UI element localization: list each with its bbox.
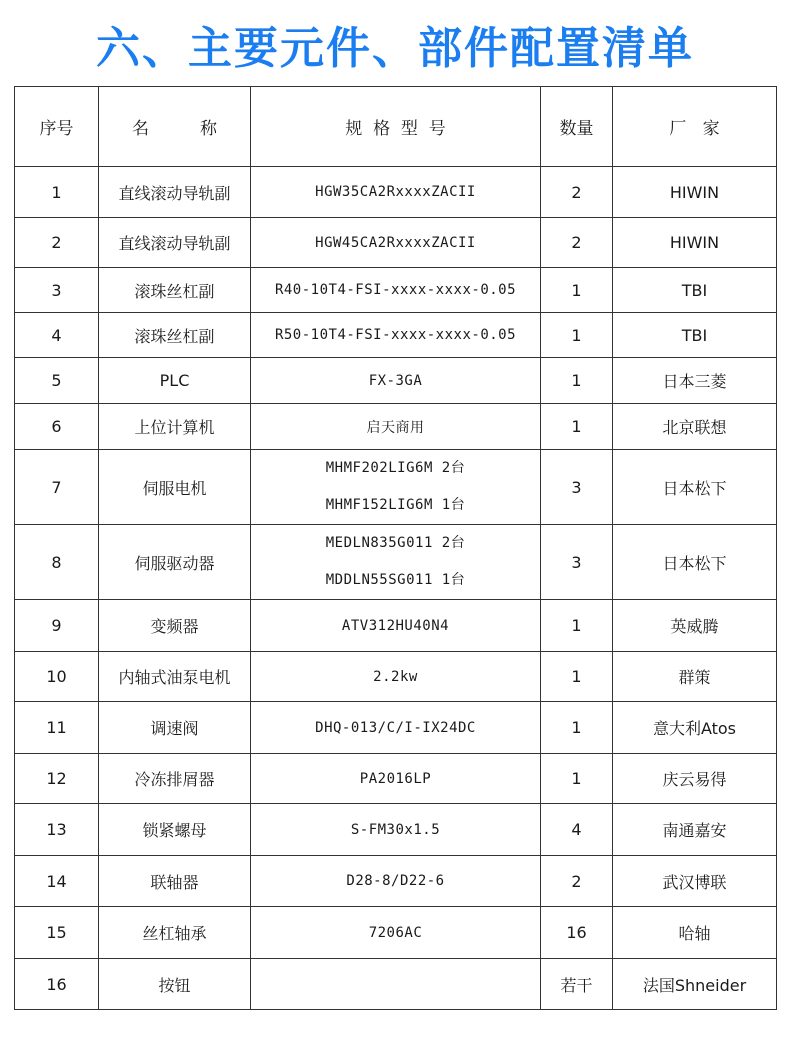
spec-line: D28-8/D22-6	[346, 873, 445, 889]
row-maker: 意大利Atos	[613, 702, 777, 754]
spec-line: MHMF202LIG6M 2台	[325, 460, 466, 476]
row-spec	[251, 804, 541, 856]
table-row	[15, 404, 777, 450]
spec-line: HGW35CA2RxxxxZACII	[315, 184, 476, 200]
spec-line: PA2016LP	[359, 770, 432, 787]
row-qty: 1	[541, 404, 613, 450]
table-row	[15, 702, 777, 754]
row-maker: TBI	[613, 313, 777, 358]
spec-line: MDDLN55SG011 1台	[325, 572, 466, 588]
header-index: 序号	[15, 87, 99, 167]
row-name: 直线滚动导轨副	[99, 218, 251, 268]
row-qty: 1	[541, 702, 613, 754]
row-index: 12	[15, 754, 99, 804]
row-spec	[251, 907, 541, 959]
header-spec: 规 格 型 号	[251, 87, 541, 167]
table-row	[15, 652, 777, 702]
row-qty: 3	[541, 450, 613, 525]
row-spec	[251, 754, 541, 804]
table-row	[15, 268, 777, 313]
row-name: 变频器	[99, 600, 251, 652]
row-name: PLC	[99, 358, 251, 404]
row-spec	[251, 652, 541, 702]
spec-line: 7206AC	[368, 924, 423, 941]
spec-line: S-FM30x1.5	[350, 821, 441, 838]
row-maker: 武汉博联	[613, 856, 777, 907]
row-name: 内轴式油泵电机	[99, 652, 251, 702]
spec-line: 2.2kw	[373, 668, 418, 685]
row-index: 3	[15, 268, 99, 313]
row-qty: 1	[541, 313, 613, 358]
row-name: 上位计算机	[99, 404, 251, 450]
header-row	[15, 87, 777, 167]
row-spec	[251, 218, 541, 268]
table-row	[15, 754, 777, 804]
row-qty: 若干	[541, 959, 613, 1010]
row-name: 冷冻排屑器	[99, 754, 251, 804]
table-row	[15, 313, 777, 358]
table-row	[15, 804, 777, 856]
components-table	[14, 86, 777, 1010]
row-name: 调速阀	[99, 702, 251, 754]
row-index: 15	[15, 907, 99, 959]
row-spec	[251, 600, 541, 652]
row-qty: 3	[541, 525, 613, 600]
row-index: 10	[15, 652, 99, 702]
row-index: 16	[15, 959, 99, 1010]
row-name: 滚珠丝杠副	[99, 313, 251, 358]
table-row	[15, 450, 777, 525]
row-maker: 群策	[613, 652, 777, 702]
table-row	[15, 856, 777, 907]
row-index: 14	[15, 856, 99, 907]
table-row	[15, 959, 777, 1010]
row-index: 4	[15, 313, 99, 358]
row-maker: 英威腾	[613, 600, 777, 652]
spec-line: MEDLN835G011 2台	[325, 535, 466, 551]
row-maker: 法国Shneider	[613, 959, 777, 1010]
table-row	[15, 907, 777, 959]
row-name: 丝杠轴承	[99, 907, 251, 959]
row-maker: TBI	[613, 268, 777, 313]
row-index: 7	[15, 450, 99, 525]
row-qty: 1	[541, 754, 613, 804]
row-maker: 哈轴	[613, 907, 777, 959]
table-row	[15, 167, 777, 218]
row-qty: 16	[541, 907, 613, 959]
row-maker: 日本松下	[613, 525, 777, 600]
spec-line: R50-10T4-FSI-xxxx-xxxx-0.05	[274, 327, 517, 343]
row-qty: 2	[541, 218, 613, 268]
row-index: 6	[15, 404, 99, 450]
spec-line: FX-3GA	[368, 372, 423, 389]
table-row	[15, 358, 777, 404]
table-row	[15, 525, 777, 600]
row-maker: HIWIN	[613, 218, 777, 268]
row-index: 11	[15, 702, 99, 754]
row-index: 2	[15, 218, 99, 268]
spec-line: R40-10T4-FSI-xxxx-xxxx-0.05	[274, 282, 517, 298]
row-maker: HIWIN	[613, 167, 777, 218]
row-spec	[251, 450, 541, 525]
header-maker: 厂 家	[613, 87, 777, 167]
header-qty: 数量	[541, 87, 613, 167]
row-index: 9	[15, 600, 99, 652]
row-spec	[251, 404, 541, 450]
row-spec	[251, 358, 541, 404]
row-maker: 日本松下	[613, 450, 777, 525]
row-name: 锁紧螺母	[99, 804, 251, 856]
row-spec	[251, 167, 541, 218]
row-index: 5	[15, 358, 99, 404]
row-name: 伺服驱动器	[99, 525, 251, 600]
spec-line: ATV312HU40N4	[341, 617, 450, 634]
row-spec	[251, 268, 541, 313]
row-index: 13	[15, 804, 99, 856]
row-qty: 4	[541, 804, 613, 856]
table-row	[15, 600, 777, 652]
row-spec	[251, 959, 541, 1010]
row-name: 直线滚动导轨副	[99, 167, 251, 218]
row-name: 联轴器	[99, 856, 251, 907]
header-name: 名 称	[99, 87, 251, 167]
row-index: 8	[15, 525, 99, 600]
row-maker: 南通嘉安	[613, 804, 777, 856]
row-qty: 1	[541, 600, 613, 652]
row-name: 滚珠丝杠副	[99, 268, 251, 313]
row-qty: 2	[541, 856, 613, 907]
row-qty: 2	[541, 167, 613, 218]
row-index: 1	[15, 167, 99, 218]
row-maker: 日本三菱	[613, 358, 777, 404]
spec-line: 启天商用	[366, 419, 425, 436]
spec-line: HGW45CA2RxxxxZACII	[315, 234, 476, 251]
page-title: 六、主要元件、部件配置清单	[96, 23, 694, 74]
row-name: 按钮	[99, 959, 251, 1010]
spec-line: MHMF152LIG6M 1台	[325, 497, 466, 513]
row-name: 伺服电机	[99, 450, 251, 525]
row-maker: 北京联想	[613, 404, 777, 450]
row-qty: 1	[541, 268, 613, 313]
row-spec	[251, 313, 541, 358]
spec-line: DHQ-013/C/I-IX24DC	[315, 719, 476, 736]
row-spec	[251, 856, 541, 907]
row-spec	[251, 525, 541, 600]
row-maker: 庆云易得	[613, 754, 777, 804]
row-qty: 1	[541, 358, 613, 404]
row-spec	[251, 702, 541, 754]
row-qty: 1	[541, 652, 613, 702]
table-row	[15, 218, 777, 268]
